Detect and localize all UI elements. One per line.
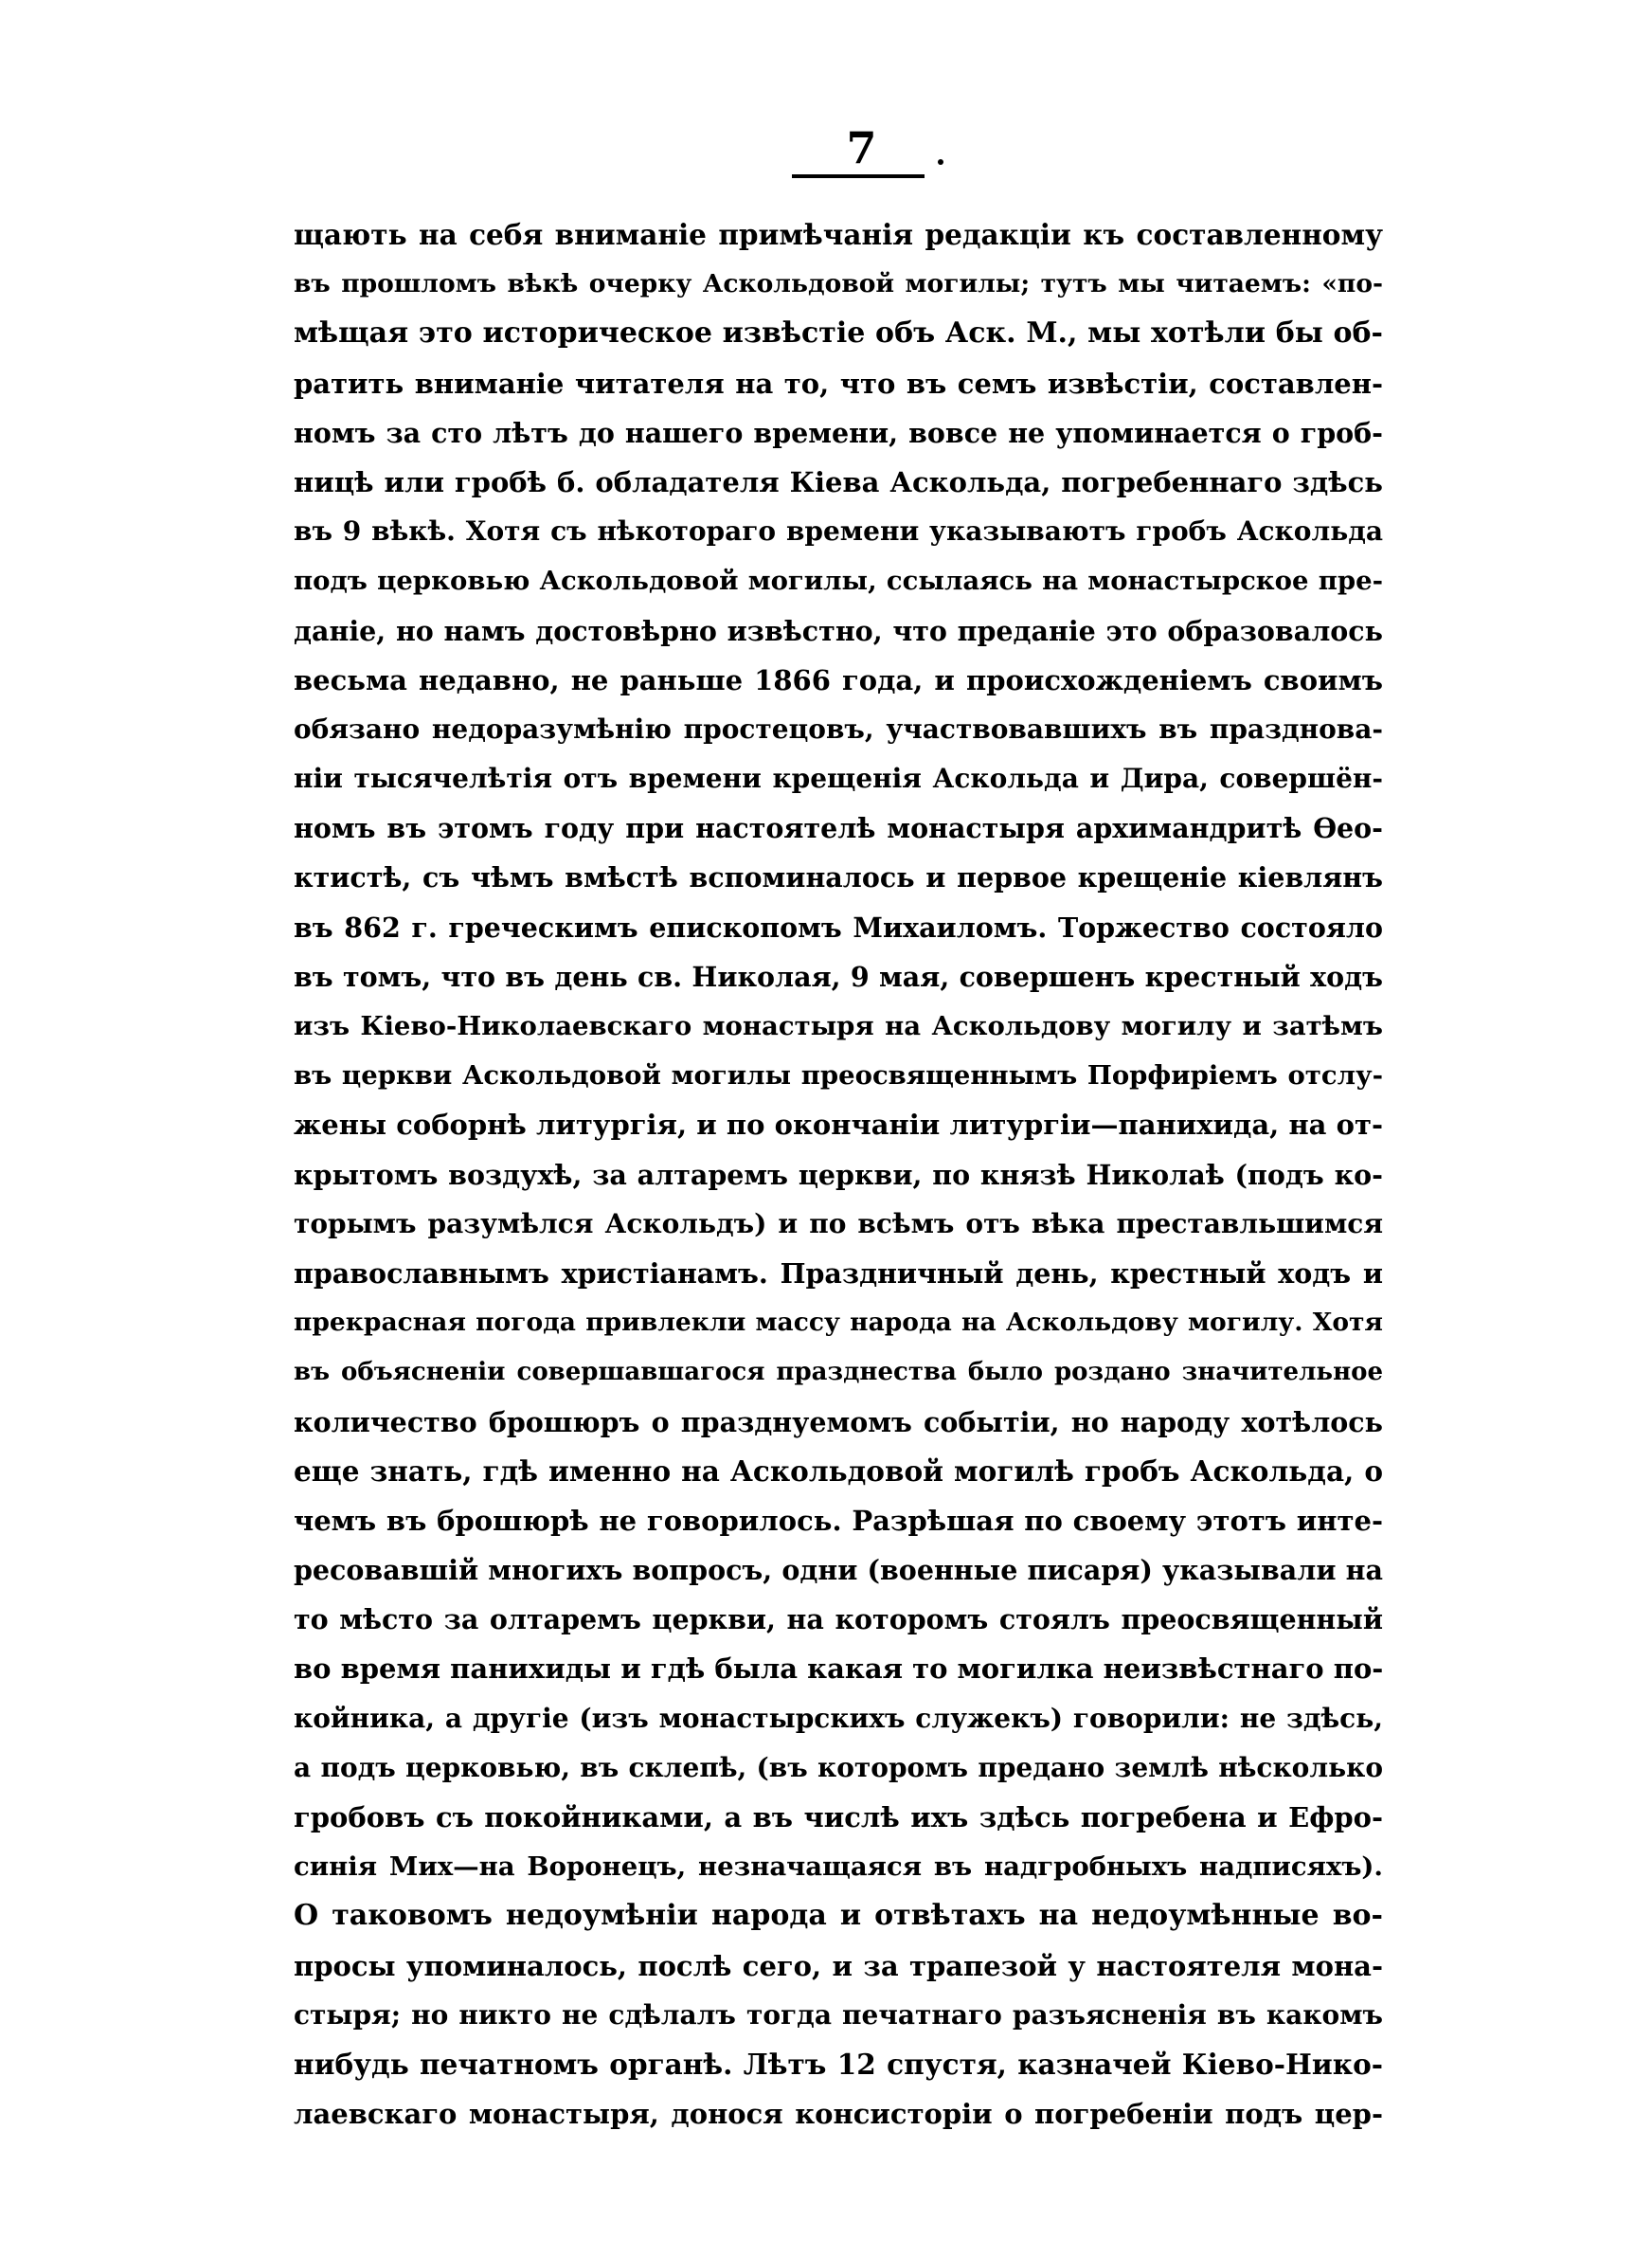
text-line: ресовавшій многихъ вопросъ, одни (военные писаря) указывали на [294,1554,1383,1587]
page-number-block [786,121,938,174]
text-line: въ прошломъ вѣкѣ очерку Аскольдовой могилы; тутъ мы читаемъ: «по- [294,269,1383,299]
text-line: ніи тысячелѣтія отъ времени крещенія Аскольда и Дира, совершён- [294,763,1383,795]
text-line: еще знать, гдѣ именно на Аскольдовой могилѣ гробъ Аскольда, о [294,1454,1383,1488]
text-line: обязано недоразумѣнію простецовъ, участвовавшихъ въ празднова- [294,713,1383,745]
text-line: О таковомъ недоумѣніи народа и отвѣтахъ на недоумѣнные во- [294,1899,1383,1933]
text-line: жены соборнѣ литургія, и по окончаніи литургіи—панихида, на от- [294,1109,1383,1142]
text-line: въ объясненіи совершавшагося празднества было роздано значительное [294,1358,1383,1387]
body-text [294,210,1383,2139]
text-line: ницѣ или гробѣ б. обладателя Кіева Аскольда, погребеннаго здѣсь [294,465,1383,498]
text-line: въ 862 г. греческимъ епископомъ Михаиломъ. Торжество состояло [294,911,1383,944]
text-line: гробовъ съ покойниками, а въ числѣ ихъ здѣсь погребена и Ефро- [294,1801,1383,1833]
text-line: даніе, но намъ достовѣрно извѣстно, что преданіе это образовалось [294,614,1383,647]
text-line: мѣщая это историческое извѣстіе объ Аск. М., мы хотѣли бы об- [294,316,1383,351]
page-number-dot [938,159,943,165]
text-line: весьма недавно, не раньше 1866 года, и происхожденіемъ своимъ [294,663,1383,696]
text-line: стыря; но никто не сдѣлалъ тогда печатнаго разъясненія въ какомъ [294,1998,1383,2031]
text-line: чемъ въ брошюрѣ не говорилось. Разрѣшая по своему этотъ инте- [294,1504,1383,1537]
text-line: въ 9 вѣкѣ. Хотя съ нѣкотораго времени указываютъ гробъ Аскольда [294,515,1383,548]
text-line: щають на себя вниманіе примѣчанія редакціи къ составленному [294,218,1383,251]
text-line: ктистѣ, съ чѣмъ вмѣстѣ вспоминалось и первое крещеніе кіевлянъ [294,861,1383,894]
text-line: номъ за сто лѣтъ до нашего времени, вовсе не упоминается о гроб- [294,416,1383,449]
text-line: просы упоминалось, послѣ сего, и за трапезой у настоятеля мона- [294,1949,1383,1982]
text-line: номъ въ этомъ году при настоятелѣ монастыря архимандритѣ Ѳео- [294,812,1383,845]
text-line: ратить вниманіе читателя на то, что въ семъ извѣстіи, составлен- [294,367,1383,400]
text-line: крытомъ воздухѣ, за алтаремъ церкви, по князѣ Николаѣ (подъ ко- [294,1158,1383,1191]
text-line: прекрасная погода привлекли массу народа на Аскольдову могилу. Хотя [294,1308,1383,1338]
text-line: синія Мих—на Воронецъ, незначащаяся въ надгробныхъ надписяхъ). [294,1851,1383,1883]
text-line: православнымъ христіанамъ. Праздничный день, крестный ходъ и [294,1256,1383,1290]
text-line: а подъ церковью, въ склепѣ, (въ которомъ предано землѣ нѣсколько [294,1751,1383,1783]
page-number: 7 [846,122,878,173]
text-line: лаевскаго монастыря, донося консисторіи о погребеніи подъ цер- [294,2098,1383,2131]
text-line: нибудь печатномъ органѣ. Лѣтъ 12 спустя, казначей Кіево-Нико- [294,2047,1383,2081]
text-line: подъ церковью Аскольдовой могилы, ссылаясь на монастырское пре- [294,566,1383,597]
text-line: изъ Кіево-Николаевскаго монастыря на Аскольдову могилу и затѣмъ [294,1011,1383,1041]
text-line: во время панихиды и гдѣ была какая то могилка неизвѣстнаго по- [294,1652,1383,1686]
text-line: койника, а другіе (изъ монастырскихъ служекъ) говорили: не здѣсь, [294,1702,1383,1734]
text-line: въ томъ, что въ день св. Николая, 9 мая, совершенъ крестный ходъ [294,960,1383,993]
text-line: въ церкви Аскольдовой могилы преосвященнымъ Порфиріемъ отслу- [294,1060,1383,1092]
page-number-underline [792,174,925,178]
text-line: торымъ разумѣлся Аскольдъ) и по всѣмъ отъ вѣка преставльшимся [294,1207,1383,1239]
text-line: то мѣсто за олтаремъ церкви, на которомъ стоялъ преосвященный [294,1603,1383,1636]
text-line: количество брошюръ о празднуемомъ событіи, но народу хотѣлось [294,1405,1383,1438]
